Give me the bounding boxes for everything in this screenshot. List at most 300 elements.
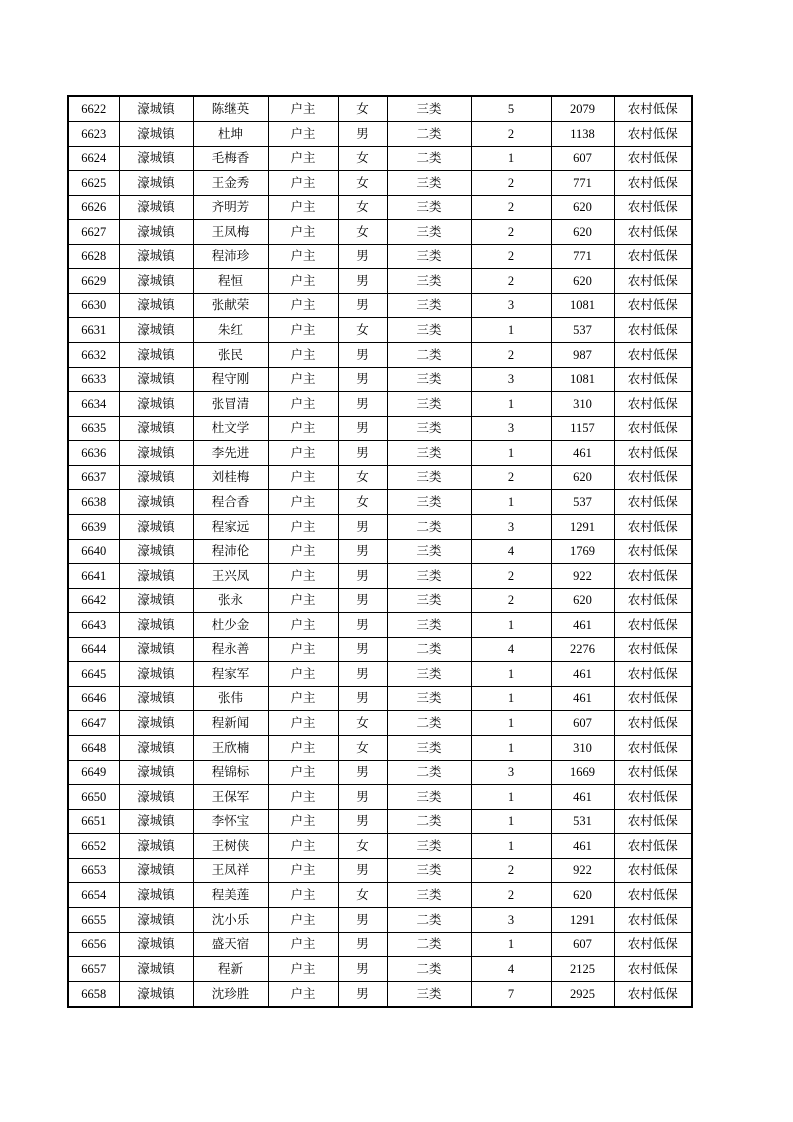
- cell-category: 三类: [387, 96, 471, 121]
- cell-gender: 男: [338, 293, 387, 318]
- cell-town: 濠城镇: [119, 686, 193, 711]
- cell-gender: 男: [338, 441, 387, 466]
- cell-serial_number: 6624: [68, 146, 119, 171]
- cell-amount: 771: [551, 244, 614, 269]
- table-row: [68, 343, 692, 368]
- cell-serial_number: 6654: [68, 883, 119, 908]
- cell-assistance_type: 农村低保: [614, 293, 692, 318]
- table-row: [68, 932, 692, 957]
- cell-town: 濠城镇: [119, 981, 193, 1007]
- cell-serial_number: 6656: [68, 932, 119, 957]
- cell-category: 三类: [387, 171, 471, 196]
- cell-town: 濠城镇: [119, 588, 193, 613]
- cell-name: 程沛珍: [193, 244, 268, 269]
- cell-relation_to_head: 户主: [268, 416, 338, 441]
- cell-category: 二类: [387, 711, 471, 736]
- cell-assistance_type: 农村低保: [614, 686, 692, 711]
- cell-person_count: 1: [471, 809, 551, 834]
- cell-person_count: 2: [471, 121, 551, 146]
- cell-category: 三类: [387, 858, 471, 883]
- cell-person_count: 2: [471, 195, 551, 220]
- cell-serial_number: 6639: [68, 514, 119, 539]
- cell-person_count: 2: [471, 588, 551, 613]
- cell-relation_to_head: 户主: [268, 637, 338, 662]
- cell-amount: 537: [551, 318, 614, 343]
- cell-relation_to_head: 户主: [268, 441, 338, 466]
- cell-amount: 620: [551, 269, 614, 294]
- cell-person_count: 2: [471, 883, 551, 908]
- cell-gender: 女: [338, 318, 387, 343]
- cell-serial_number: 6651: [68, 809, 119, 834]
- cell-gender: 女: [338, 465, 387, 490]
- cell-relation_to_head: 户主: [268, 736, 338, 761]
- cell-category: 三类: [387, 564, 471, 589]
- cell-gender: 男: [338, 588, 387, 613]
- cell-town: 濠城镇: [119, 343, 193, 368]
- cell-assistance_type: 农村低保: [614, 711, 692, 736]
- cell-amount: 607: [551, 711, 614, 736]
- cell-amount: 1291: [551, 907, 614, 932]
- cell-assistance_type: 农村低保: [614, 343, 692, 368]
- table-row: [68, 146, 692, 171]
- cell-category: 二类: [387, 637, 471, 662]
- cell-relation_to_head: 户主: [268, 907, 338, 932]
- cell-gender: 男: [338, 637, 387, 662]
- cell-town: 濠城镇: [119, 441, 193, 466]
- cell-amount: 461: [551, 686, 614, 711]
- cell-person_count: 1: [471, 686, 551, 711]
- cell-town: 濠城镇: [119, 146, 193, 171]
- cell-name: 陈继英: [193, 96, 268, 121]
- cell-relation_to_head: 户主: [268, 760, 338, 785]
- cell-amount: 620: [551, 883, 614, 908]
- cell-category: 三类: [387, 588, 471, 613]
- cell-assistance_type: 农村低保: [614, 834, 692, 859]
- cell-amount: 531: [551, 809, 614, 834]
- cell-name: 盛天宿: [193, 932, 268, 957]
- cell-relation_to_head: 户主: [268, 318, 338, 343]
- cell-category: 三类: [387, 736, 471, 761]
- cell-serial_number: 6633: [68, 367, 119, 392]
- cell-amount: 771: [551, 171, 614, 196]
- cell-assistance_type: 农村低保: [614, 121, 692, 146]
- cell-gender: 男: [338, 392, 387, 417]
- cell-amount: 1081: [551, 367, 614, 392]
- cell-gender: 女: [338, 736, 387, 761]
- cell-serial_number: 6640: [68, 539, 119, 564]
- cell-relation_to_head: 户主: [268, 96, 338, 121]
- cell-amount: 461: [551, 441, 614, 466]
- cell-name: 李先进: [193, 441, 268, 466]
- cell-gender: 女: [338, 490, 387, 515]
- cell-name: 王金秀: [193, 171, 268, 196]
- cell-serial_number: 6638: [68, 490, 119, 515]
- cell-serial_number: 6629: [68, 269, 119, 294]
- cell-serial_number: 6634: [68, 392, 119, 417]
- cell-town: 濠城镇: [119, 957, 193, 982]
- cell-gender: 男: [338, 269, 387, 294]
- cell-serial_number: 6628: [68, 244, 119, 269]
- cell-relation_to_head: 户主: [268, 834, 338, 859]
- cell-assistance_type: 农村低保: [614, 662, 692, 687]
- table-row: [68, 121, 692, 146]
- cell-relation_to_head: 户主: [268, 883, 338, 908]
- cell-amount: 461: [551, 613, 614, 638]
- table-row: [68, 269, 692, 294]
- cell-name: 张伟: [193, 686, 268, 711]
- cell-town: 濠城镇: [119, 367, 193, 392]
- table-row: [68, 760, 692, 785]
- cell-assistance_type: 农村低保: [614, 220, 692, 245]
- cell-person_count: 4: [471, 637, 551, 662]
- cell-assistance_type: 农村低保: [614, 490, 692, 515]
- cell-amount: 1291: [551, 514, 614, 539]
- cell-name: 程家军: [193, 662, 268, 687]
- cell-name: 程守刚: [193, 367, 268, 392]
- cell-relation_to_head: 户主: [268, 981, 338, 1007]
- cell-gender: 男: [338, 613, 387, 638]
- cell-category: 二类: [387, 809, 471, 834]
- cell-person_count: 1: [471, 392, 551, 417]
- table-row: [68, 736, 692, 761]
- cell-gender: 女: [338, 883, 387, 908]
- cell-gender: 男: [338, 760, 387, 785]
- cell-town: 濠城镇: [119, 736, 193, 761]
- cell-town: 濠城镇: [119, 564, 193, 589]
- cell-town: 濠城镇: [119, 171, 193, 196]
- cell-amount: 620: [551, 195, 614, 220]
- cell-name: 张献荣: [193, 293, 268, 318]
- cell-amount: 310: [551, 392, 614, 417]
- welfare-roster-table: [67, 95, 693, 1008]
- cell-serial_number: 6636: [68, 441, 119, 466]
- cell-person_count: 1: [471, 736, 551, 761]
- table-row: [68, 883, 692, 908]
- cell-amount: 310: [551, 736, 614, 761]
- table-row: [68, 318, 692, 343]
- cell-amount: 620: [551, 220, 614, 245]
- table-row: [68, 858, 692, 883]
- cell-amount: 987: [551, 343, 614, 368]
- cell-assistance_type: 农村低保: [614, 269, 692, 294]
- cell-person_count: 2: [471, 244, 551, 269]
- table-row: [68, 244, 692, 269]
- cell-relation_to_head: 户主: [268, 195, 338, 220]
- cell-town: 濠城镇: [119, 932, 193, 957]
- cell-assistance_type: 农村低保: [614, 809, 692, 834]
- cell-serial_number: 6647: [68, 711, 119, 736]
- cell-relation_to_head: 户主: [268, 343, 338, 368]
- cell-assistance_type: 农村低保: [614, 195, 692, 220]
- cell-gender: 男: [338, 539, 387, 564]
- cell-category: 二类: [387, 343, 471, 368]
- cell-category: 三类: [387, 465, 471, 490]
- cell-town: 濠城镇: [119, 195, 193, 220]
- cell-assistance_type: 农村低保: [614, 588, 692, 613]
- cell-name: 程新闻: [193, 711, 268, 736]
- cell-town: 濠城镇: [119, 907, 193, 932]
- cell-person_count: 3: [471, 514, 551, 539]
- cell-person_count: 3: [471, 907, 551, 932]
- cell-amount: 2276: [551, 637, 614, 662]
- cell-category: 二类: [387, 121, 471, 146]
- cell-person_count: 1: [471, 490, 551, 515]
- table-row: [68, 637, 692, 662]
- cell-serial_number: 6625: [68, 171, 119, 196]
- cell-town: 濠城镇: [119, 96, 193, 121]
- cell-person_count: 2: [471, 564, 551, 589]
- cell-gender: 男: [338, 416, 387, 441]
- cell-amount: 1669: [551, 760, 614, 785]
- cell-serial_number: 6637: [68, 465, 119, 490]
- cell-category: 三类: [387, 613, 471, 638]
- cell-relation_to_head: 户主: [268, 785, 338, 810]
- cell-assistance_type: 农村低保: [614, 613, 692, 638]
- cell-town: 濠城镇: [119, 785, 193, 810]
- cell-assistance_type: 农村低保: [614, 465, 692, 490]
- cell-person_count: 2: [471, 465, 551, 490]
- cell-amount: 922: [551, 564, 614, 589]
- table-row: [68, 539, 692, 564]
- cell-name: 刘桂梅: [193, 465, 268, 490]
- cell-assistance_type: 农村低保: [614, 736, 692, 761]
- cell-assistance_type: 农村低保: [614, 539, 692, 564]
- cell-town: 濠城镇: [119, 392, 193, 417]
- table-row: [68, 662, 692, 687]
- cell-assistance_type: 农村低保: [614, 785, 692, 810]
- cell-category: 三类: [387, 490, 471, 515]
- table-row: [68, 220, 692, 245]
- cell-category: 三类: [387, 416, 471, 441]
- cell-assistance_type: 农村低保: [614, 514, 692, 539]
- cell-category: 三类: [387, 981, 471, 1007]
- cell-category: 二类: [387, 514, 471, 539]
- cell-gender: 男: [338, 121, 387, 146]
- cell-name: 程美莲: [193, 883, 268, 908]
- table-row: [68, 367, 692, 392]
- cell-serial_number: 6648: [68, 736, 119, 761]
- cell-name: 程沛伦: [193, 539, 268, 564]
- table-row: [68, 686, 692, 711]
- cell-amount: 1138: [551, 121, 614, 146]
- cell-relation_to_head: 户主: [268, 269, 338, 294]
- cell-name: 程合香: [193, 490, 268, 515]
- cell-category: 三类: [387, 293, 471, 318]
- cell-town: 濠城镇: [119, 613, 193, 638]
- cell-name: 李怀宝: [193, 809, 268, 834]
- cell-town: 濠城镇: [119, 514, 193, 539]
- cell-serial_number: 6631: [68, 318, 119, 343]
- cell-relation_to_head: 户主: [268, 957, 338, 982]
- cell-town: 濠城镇: [119, 760, 193, 785]
- cell-category: 二类: [387, 932, 471, 957]
- cell-relation_to_head: 户主: [268, 564, 338, 589]
- cell-assistance_type: 农村低保: [614, 244, 692, 269]
- cell-gender: 女: [338, 171, 387, 196]
- table-row: [68, 785, 692, 810]
- cell-relation_to_head: 户主: [268, 220, 338, 245]
- cell-town: 濠城镇: [119, 883, 193, 908]
- cell-category: 三类: [387, 834, 471, 859]
- table-row: [68, 416, 692, 441]
- cell-relation_to_head: 户主: [268, 465, 338, 490]
- cell-assistance_type: 农村低保: [614, 171, 692, 196]
- cell-amount: 2925: [551, 981, 614, 1007]
- cell-assistance_type: 农村低保: [614, 392, 692, 417]
- cell-name: 程新: [193, 957, 268, 982]
- cell-person_count: 2: [471, 220, 551, 245]
- cell-relation_to_head: 户主: [268, 809, 338, 834]
- cell-relation_to_head: 户主: [268, 932, 338, 957]
- cell-category: 二类: [387, 760, 471, 785]
- cell-relation_to_head: 户主: [268, 686, 338, 711]
- cell-relation_to_head: 户主: [268, 121, 338, 146]
- cell-serial_number: 6630: [68, 293, 119, 318]
- cell-person_count: 3: [471, 760, 551, 785]
- cell-assistance_type: 农村低保: [614, 96, 692, 121]
- cell-town: 濠城镇: [119, 293, 193, 318]
- cell-person_count: 4: [471, 957, 551, 982]
- cell-name: 王凤梅: [193, 220, 268, 245]
- cell-serial_number: 6658: [68, 981, 119, 1007]
- cell-serial_number: 6650: [68, 785, 119, 810]
- cell-gender: 男: [338, 564, 387, 589]
- cell-serial_number: 6642: [68, 588, 119, 613]
- cell-town: 濠城镇: [119, 539, 193, 564]
- cell-relation_to_head: 户主: [268, 244, 338, 269]
- cell-amount: 2079: [551, 96, 614, 121]
- cell-person_count: 2: [471, 343, 551, 368]
- cell-name: 王树侠: [193, 834, 268, 859]
- table-row: [68, 711, 692, 736]
- cell-person_count: 2: [471, 858, 551, 883]
- cell-name: 杜坤: [193, 121, 268, 146]
- cell-name: 杜文学: [193, 416, 268, 441]
- cell-gender: 男: [338, 662, 387, 687]
- cell-category: 三类: [387, 441, 471, 466]
- cell-person_count: 2: [471, 269, 551, 294]
- cell-category: 三类: [387, 686, 471, 711]
- cell-person_count: 1: [471, 662, 551, 687]
- cell-gender: 女: [338, 220, 387, 245]
- table-row: [68, 809, 692, 834]
- cell-assistance_type: 农村低保: [614, 858, 692, 883]
- cell-relation_to_head: 户主: [268, 588, 338, 613]
- table-body: [68, 96, 692, 1007]
- table-row: [68, 588, 692, 613]
- cell-gender: 男: [338, 343, 387, 368]
- cell-person_count: 7: [471, 981, 551, 1007]
- cell-assistance_type: 农村低保: [614, 441, 692, 466]
- cell-category: 三类: [387, 883, 471, 908]
- table-row: [68, 907, 692, 932]
- cell-relation_to_head: 户主: [268, 171, 338, 196]
- cell-person_count: 1: [471, 785, 551, 810]
- cell-town: 濠城镇: [119, 809, 193, 834]
- table-row: [68, 957, 692, 982]
- table-row: [68, 195, 692, 220]
- cell-town: 濠城镇: [119, 121, 193, 146]
- cell-category: 二类: [387, 146, 471, 171]
- cell-relation_to_head: 户主: [268, 293, 338, 318]
- cell-name: 张民: [193, 343, 268, 368]
- cell-name: 程永善: [193, 637, 268, 662]
- cell-amount: 607: [551, 146, 614, 171]
- cell-person_count: 3: [471, 367, 551, 392]
- cell-amount: 922: [551, 858, 614, 883]
- cell-town: 濠城镇: [119, 318, 193, 343]
- table-row: [68, 465, 692, 490]
- cell-name: 程恒: [193, 269, 268, 294]
- cell-name: 沈珍胜: [193, 981, 268, 1007]
- cell-serial_number: 6643: [68, 613, 119, 638]
- cell-serial_number: 6627: [68, 220, 119, 245]
- cell-amount: 620: [551, 465, 614, 490]
- cell-relation_to_head: 户主: [268, 662, 338, 687]
- cell-category: 三类: [387, 367, 471, 392]
- cell-person_count: 3: [471, 293, 551, 318]
- cell-name: 程锦标: [193, 760, 268, 785]
- cell-relation_to_head: 户主: [268, 711, 338, 736]
- cell-category: 二类: [387, 907, 471, 932]
- cell-category: 三类: [387, 539, 471, 564]
- table-row: [68, 293, 692, 318]
- table-row: [68, 834, 692, 859]
- cell-name: 毛梅香: [193, 146, 268, 171]
- cell-amount: 461: [551, 662, 614, 687]
- cell-gender: 男: [338, 858, 387, 883]
- cell-assistance_type: 农村低保: [614, 932, 692, 957]
- cell-serial_number: 6645: [68, 662, 119, 687]
- cell-serial_number: 6641: [68, 564, 119, 589]
- cell-town: 濠城镇: [119, 269, 193, 294]
- cell-amount: 1081: [551, 293, 614, 318]
- cell-town: 濠城镇: [119, 416, 193, 441]
- cell-gender: 男: [338, 809, 387, 834]
- cell-serial_number: 6657: [68, 957, 119, 982]
- cell-gender: 女: [338, 96, 387, 121]
- table-row: [68, 392, 692, 417]
- cell-name: 程家远: [193, 514, 268, 539]
- cell-person_count: 1: [471, 146, 551, 171]
- cell-serial_number: 6635: [68, 416, 119, 441]
- cell-amount: 2125: [551, 957, 614, 982]
- cell-relation_to_head: 户主: [268, 858, 338, 883]
- cell-category: 三类: [387, 195, 471, 220]
- cell-assistance_type: 农村低保: [614, 907, 692, 932]
- cell-gender: 男: [338, 932, 387, 957]
- cell-gender: 女: [338, 711, 387, 736]
- table-row: [68, 564, 692, 589]
- table-row: [68, 96, 692, 121]
- cell-category: 三类: [387, 785, 471, 810]
- cell-gender: 男: [338, 907, 387, 932]
- cell-relation_to_head: 户主: [268, 367, 338, 392]
- cell-town: 濠城镇: [119, 858, 193, 883]
- cell-gender: 男: [338, 514, 387, 539]
- cell-relation_to_head: 户主: [268, 146, 338, 171]
- cell-serial_number: 6646: [68, 686, 119, 711]
- cell-relation_to_head: 户主: [268, 539, 338, 564]
- table-row: [68, 613, 692, 638]
- cell-town: 濠城镇: [119, 711, 193, 736]
- cell-person_count: 1: [471, 932, 551, 957]
- cell-name: 王兴凤: [193, 564, 268, 589]
- cell-assistance_type: 农村低保: [614, 981, 692, 1007]
- cell-serial_number: 6626: [68, 195, 119, 220]
- cell-gender: 男: [338, 981, 387, 1007]
- cell-name: 张冒清: [193, 392, 268, 417]
